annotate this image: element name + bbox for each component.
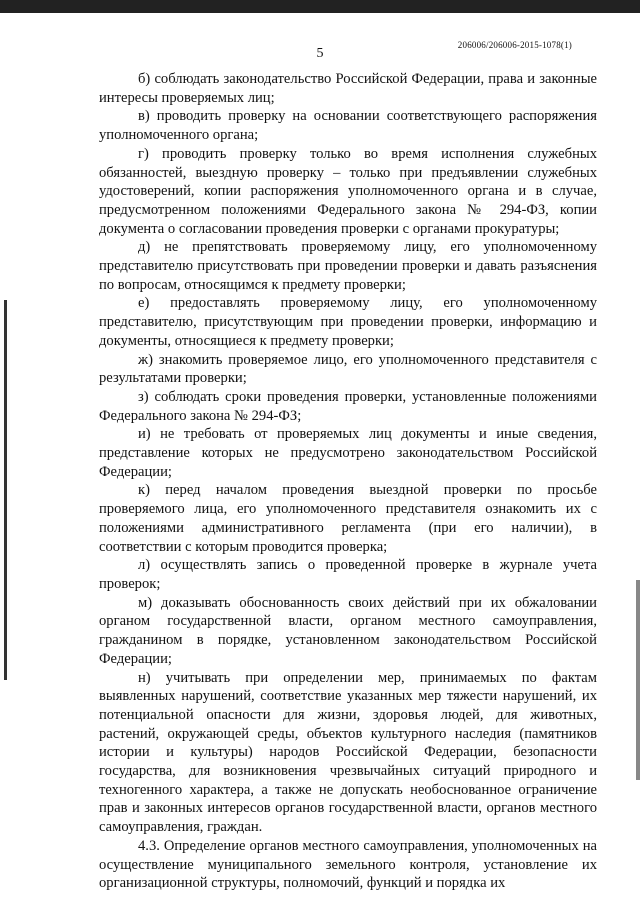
paragraph-i: и) не требовать от проверяемых лиц документы и иные сведения, представление которых не предусмотрено законодательством Российской Федерации; — [99, 426, 597, 480]
paragraph-e: е) предоставлять проверяемому лицу, его уполномоченному представителю, присутствующим при проведении проверки, информацию и документы, относящиеся к предмету проверки; — [99, 295, 597, 349]
paragraph-n: н) учитывать при определении мер, принимаемых по фактам выявленных нарушений, соответствие указанных мер тяжести нарушений, их потенциальной опасности для жизни, здоровья людей, для животных, растений, окружающей среды, объектов культурного наследия (памятников истории и культуры) народов Российской Федерации, безопасности государства, для возникновения чрезвычайных ситуаций природного и техногенного характера, а также не допускать необоснованное ограничение прав и законных интересов органов государственной власти, органов местного самоуправления, граждан. — [99, 669, 597, 836]
scan-edge-left — [4, 300, 7, 680]
paragraph-k: к) перед началом проведения выездной проверки по просьбе проверяемого лица, его уполномоченного представителя ознакомить их с положениями административного регламента (при его наличии), в соответствии с которым проводится проверка; — [99, 482, 597, 555]
paragraph-g: г) проводить проверку только во время исполнения служебных обязанностей, выездную проверку – только при предъявлении служебных удостоверений, копии распоряжения уполномоченного органа и в случае, предусмотренном положениями Федерального закона № 294-ФЗ, копии документа о согласовании проведения проверки с органами прокуратуры; — [99, 145, 597, 237]
page-number: 5 — [316, 46, 324, 61]
paragraph-zh: ж) знакомить проверяемое лицо, его уполномоченного представителя с результатами проверки; — [99, 351, 597, 387]
scan-edge-right — [636, 580, 640, 780]
scan-edge-top — [0, 0, 640, 13]
paragraph-l: л) осуществлять запись о проведенной проверке в журнале учета проверок; — [99, 557, 597, 592]
document-body — [99, 70, 597, 893]
paragraph-v: в) проводить проверку на основании соответствующего распоряжения уполномоченного органа; — [99, 108, 597, 144]
paragraph-d: д) не препятствовать проверяемому лицу, его уполномоченному представителю присутствовать при проведении проверки и давать разъяснения по вопросам, относящимся к предмету проверки; — [99, 239, 597, 293]
paragraph-m: м) доказывать обоснованность своих действий при их обжаловании органом государственной власти, органом местного самоуправления, гражданином в порядке, установленном законодательством Российской Федерации; — [99, 594, 597, 667]
paragraph-b: б) соблюдать законодательство Российской Федерации, права и законные интересы проверяемых лиц; — [99, 71, 597, 106]
document-id: 206006/206006-2015-1078(1) — [457, 40, 572, 50]
paragraph-z: з) соблюдать сроки проведения проверки, установленные положениями Федерального закона № 294-ФЗ; — [99, 388, 597, 424]
paragraph-4-3: 4.3. Определение органов местного самоуправления, уполномоченных на осуществление муниципального земельного контроля, установление их организационной структуры, полномочий, функций и порядка их — [99, 837, 597, 892]
